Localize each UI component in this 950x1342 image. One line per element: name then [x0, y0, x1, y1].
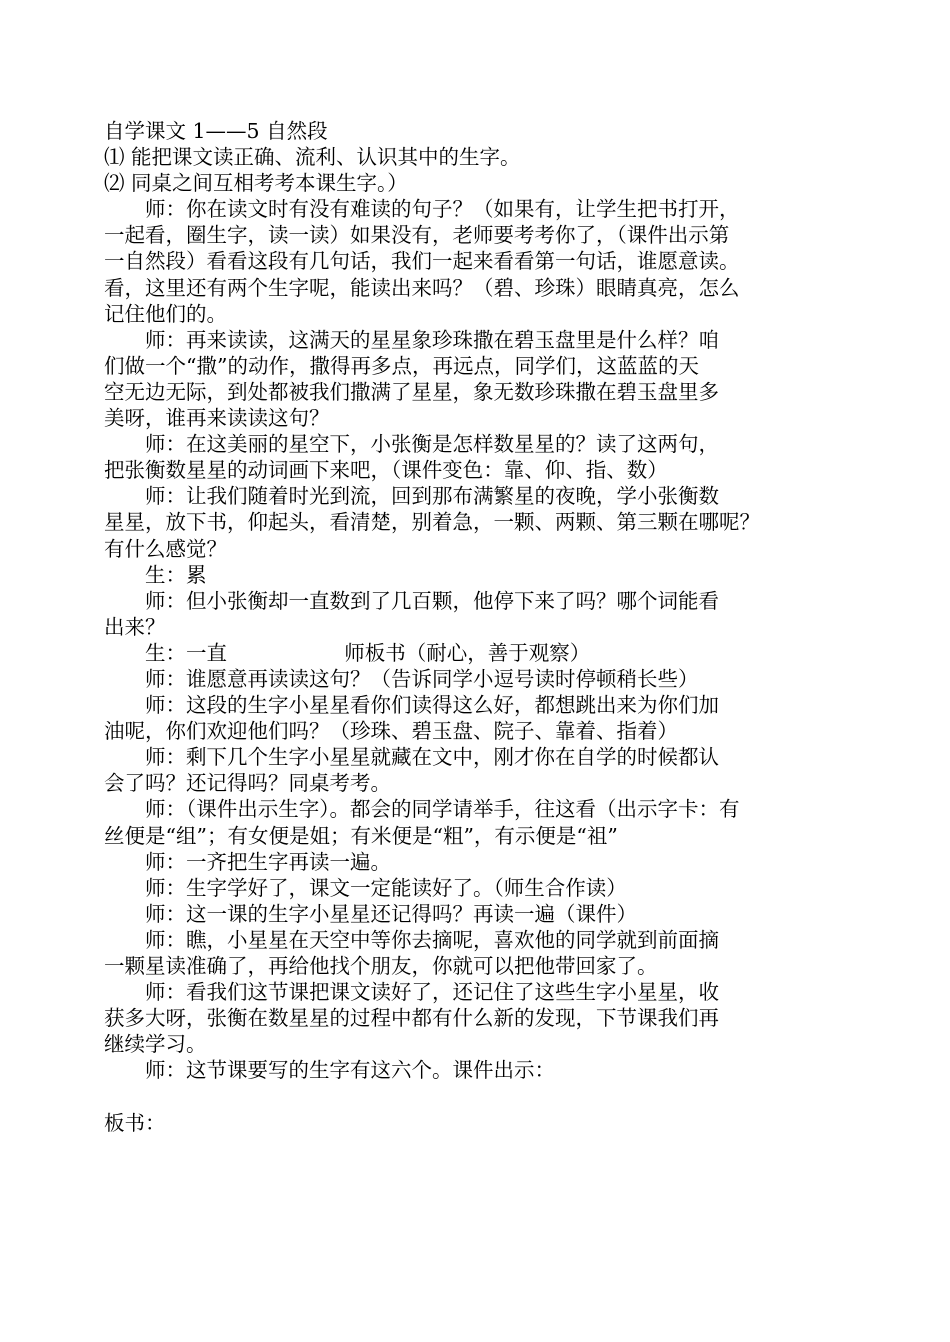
text-line: 师：在这美丽的星空下，小张衡是怎样数星星的？读了这两句，: [104, 432, 719, 457]
text-line: 美呀，谁再来读读这句？: [104, 406, 330, 431]
paragraph: [104, 640, 852, 666]
paragraph: [104, 431, 852, 483]
text-line: 师：谁愿意再读读这句？（告诉同学小逗号读时停顿稍长些）: [104, 666, 699, 691]
paragraph: [104, 196, 852, 326]
text-line: 师：（课件出示生字）。都会的同学请举手，往这看（出示字卡：有: [104, 797, 740, 822]
document-body: [104, 118, 852, 1136]
text-line: 继续学习。: [104, 1032, 207, 1057]
paragraph: [104, 588, 852, 640]
list-item: ⑴ 能把课文读正确、流利、认识其中的生字。: [104, 145, 521, 170]
text-line: 记住他们的。: [104, 301, 227, 326]
text-line: 丝便是“组”；有女便是姐；有米便是“粗”，有示便是“祖”: [104, 823, 618, 848]
paragraph: [104, 744, 852, 796]
text-line: 师：你在读文时有没有难读的句子？（如果有，让学生把书打开，: [104, 197, 740, 222]
paragraph: [104, 849, 852, 875]
paragraph: [104, 666, 852, 692]
paragraph: [104, 927, 852, 979]
paragraph: [104, 692, 852, 744]
paragraph: [104, 327, 852, 431]
text-line: 们做一个“撒”的动作，撒得再多点，再远点，同学们，这蓝蓝的天: [104, 353, 699, 378]
text-line: 生：累: [104, 562, 207, 587]
text-line: 师：让我们随着时光到流，回到那布满繁星的夜晚，学小张衡数: [104, 484, 719, 509]
text-line: 看，这里还有两个生字呢，能读出来吗？（碧、珍珠）眼睛真亮，怎么: [104, 275, 740, 300]
paragraph: [104, 875, 852, 901]
text-line: 生：一直 师板书（耐心，善于观察）: [104, 640, 591, 665]
text-line: 师：看我们这节课把课文读好了，还记住了这些生字小星星，收: [104, 980, 719, 1005]
text-line: 师：瞧，小星星在天空中等你去摘呢，喜欢他的同学就到前面摘: [104, 927, 719, 952]
text-line: 师：但小张衡却一直数到了几百颗，他停下来了吗？哪个词能看: [104, 588, 719, 613]
section-heading: 自学课文 1——5 自然段: [104, 119, 328, 143]
text-line: 师：这节课要写的生字有这六个。课件出示：: [104, 1058, 555, 1083]
board-label: 板书：: [104, 1110, 166, 1135]
text-line: 师：这一课的生字小星星还记得吗？再读一遍（课件）: [104, 901, 637, 926]
paragraph: [104, 979, 852, 1057]
text-line: 油呢，你们欢迎他们吗？（珍珠、碧玉盘、院子、靠着、指着）: [104, 719, 678, 744]
text-line: 有什么感觉？: [104, 536, 227, 561]
paragraph: [104, 483, 852, 561]
text-line: 师：生字学好了，课文一定能读好了。（师生合作读）: [104, 875, 627, 900]
text-line: 师：再来读读，这满天的星星象珍珠撒在碧玉盘里是什么样？咱: [104, 327, 719, 352]
paragraph: [104, 1057, 852, 1083]
blank-line: [104, 1083, 852, 1109]
text-line: 一起看，圈生字，读一读）如果没有，老师要考考你了，（课件出示第: [104, 223, 730, 248]
text-line: 会了吗？还记得吗？同桌考考。: [104, 771, 391, 796]
paragraph: [104, 796, 852, 848]
text-line: 师：这段的生字小星星看你们读得这么好，都想跳出来为你们加: [104, 693, 719, 718]
text-line: 师：剩下几个生字小星星就藏在文中，刚才你在自学的时候都认: [104, 745, 719, 770]
text-line: 一颗星读准确了，再给他找个朋友，你就可以把他带回家了。: [104, 954, 658, 978]
text-line: 星星，放下书，仰起头，看清楚，别着急，一颗、两颗、第三颗在哪呢？: [104, 510, 760, 535]
text-line: 获多大呀，张衡在数星星的过程中都有什么新的发现，下节课我们再: [104, 1006, 719, 1031]
text-line: 出来？: [104, 614, 166, 639]
text-line: 一自然段）看看这段有几句话，我们一起来看看第一句话，谁愿意读。: [104, 249, 740, 274]
text-line: 把张衡数星星的动词画下来吧，（课件变色：靠、仰、指、数）: [104, 458, 668, 483]
list-item: ⑵ 同桌之间互相考考本课生字。）: [104, 171, 408, 196]
text-line: 师：一齐把生字再读一遍。: [104, 849, 391, 874]
paragraph: [104, 901, 852, 927]
text-line: 空无边无际，到处都被我们撒满了星星，象无数珍珠撒在碧玉盘里多: [104, 379, 719, 404]
paragraph: [104, 562, 852, 588]
